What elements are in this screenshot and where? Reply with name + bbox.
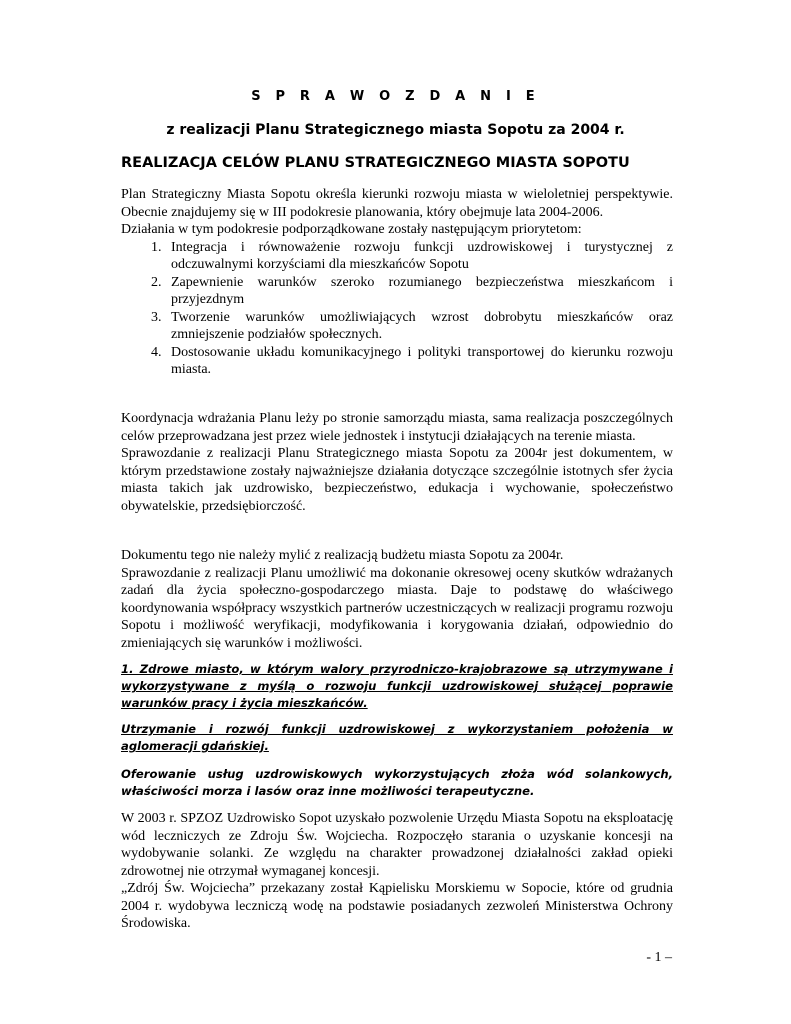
document-subtitle: z realizacji Planu Strategicznego miasta Sopotu za 2004 r. [166,122,625,138]
coordination-paragraph: Koordynacja wdrażania Planu leży po stronie samorządu miasta, sama realizacja poszczególnych celów przeprowadzana jest przez wiele jednostek i instytucji działających na terenie miasta. [121,411,673,444]
document-title: S P R A W O Z D A N I E [251,89,540,104]
coordination-section [121,410,673,515]
goal-heading: 1. Zdrowe miasto, w którym walory przyrodniczo-krajobrazowe są utrzymywane i wykorzystywane z myślą o rozwoju funkcji uzdrowiskowej służącej poprawie warunków pracy i życia mieszkańców. [121,662,673,710]
intro-paragraph: Plan Strategiczny Miasta Sopotu określa kierunki rozwoju miasta w wieloletniej perspektywie. Obecnie znajdujemy się w III podokresie planowania, który obejmuje lata 2004-2006. [121,187,673,220]
priorities-list [121,239,673,379]
goal-subheading: Utrzymanie i rozwój funkcji uzdrowiskowej z wykorzystaniem położenia w aglomeracji gdańskiej. [121,722,673,753]
zdroj-paragraph: „Zdrój Św. Wojciecha” przekazany został Kąpielisku Morskiemu w Sopocie, które od grudnia 2004 r. wydobywa leczniczą wodę na podstawie posiadanych zezwoleń Ministerstwa Ochrony Środowiska. [121,881,673,931]
priorities-lead: Działania w tym podokresie podporządkowane zostały następującym priorytetom: [121,222,582,237]
priority-item: 2. Zapewnienie warunków szeroko rozumianego bezpieczeństwa mieszkańcom i przyjezdnym [165,274,673,309]
priority-item: 1. Integracja i równoważenie rozwoju funkcji uzdrowiskowej i turystycznej z odczuwalnymi korzyściami dla mieszkańców Sopotu [165,239,673,274]
spzoz-paragraph: W 2003 r. SPZOZ Uzdrowisko Sopot uzyskało pozwolenie Urzędu Miasta Sopotu na eksploatację wód leczniczych ze Zdroju Św. Wojciecha. Rozpoczęło starania o uzyskanie koncesji na wydobywanie solanki. Ze względu na charakter prowadzonej działalności zakład opieki zdrowotnej nie otrzymał wymaganej koncesji. [121,811,673,879]
spzoz-section [121,810,673,933]
section-title: REALIZACJA CELÓW PLANU STRATEGICZNEGO MIASTA SOPOTU [121,155,630,171]
page-number: - 1 – [646,950,672,965]
report-description-paragraph: Sprawozdanie z realizacji Planu Strategicznego miasta Sopotu za 2004r jest dokumentem, w którym przedstawione zostały najważniejsze działania dotyczące szczególnie istotnych sfer życia miasta takich jak uzdrowisko, bezpieczeństwo, edukacja i wychowanie, społeczeństwo obywatelskie, przedsiębiorczość. [121,446,673,514]
report-purpose-paragraph: Sprawozdanie z realizacji Planu umożliwić ma dokonanie okresowej oceny skutków wdrażanych zadań dla życia społeczno-gospodarczego miasta. Daje to podstawę do właściwego koordynowania współpracy wszystkich partnerów uczestniczących w realizacji programu rozwoju Sopotu i możliwość weryfikacji, modyfikowania i korygowania działań, odpowiednio do zmieniających się warunków i możliwości. [121,565,673,651]
intro-section [121,186,673,379]
budget-note-paragraph: Dokumentu tego nie należy mylić z realizacją budżetu miasta Sopotu za 2004r. [121,548,564,563]
task-heading: Oferowanie usług uzdrowiskowych wykorzystujących złoża wód solankowych, właściwości morza i lasów oraz inne możliwości terapeutyczne. [121,767,673,798]
priority-item: 4. Dostosowanie układu komunikacyjnego i polityki transportowej do kierunku rozwoju miasta. [165,344,673,379]
priority-item: 3. Tworzenie warunków umożliwiających wzrost dobrobytu mieszkańców oraz zmniejszenie podziałów społecznych. [165,309,673,344]
budget-section [121,547,673,652]
